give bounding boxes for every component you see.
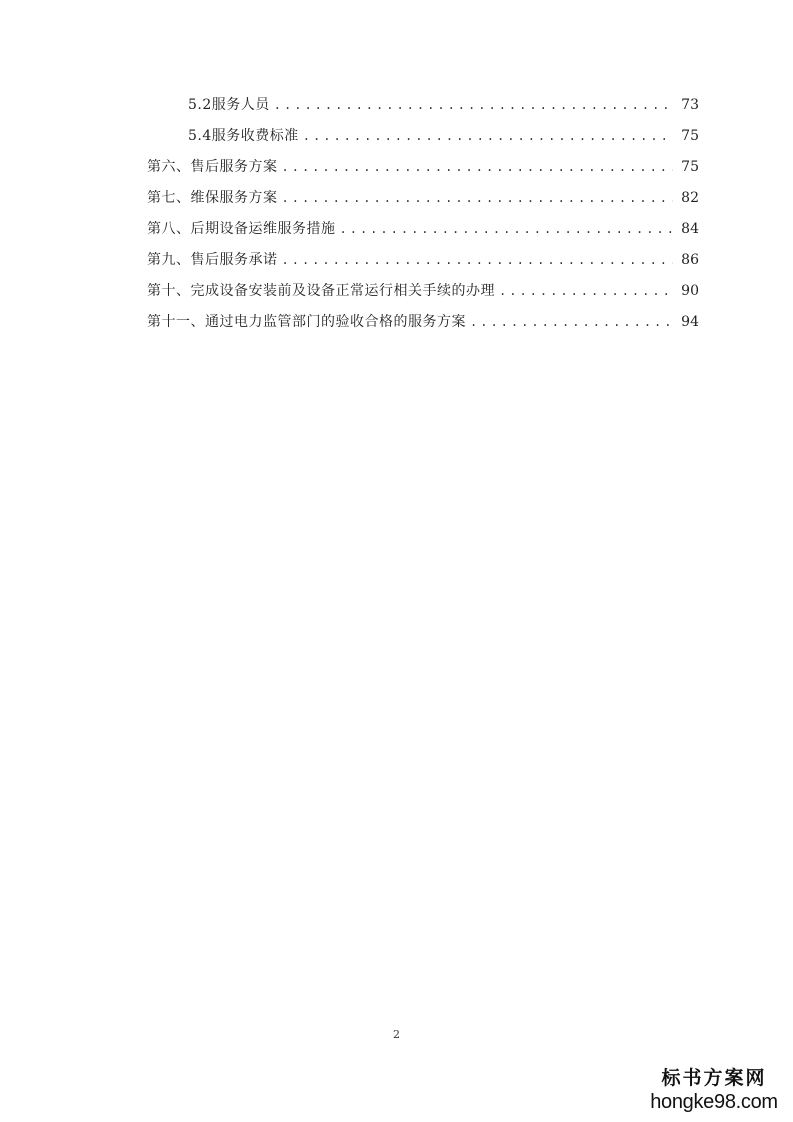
toc-entry-page: 82 [681, 190, 699, 206]
toc-entry[interactable] [147, 281, 699, 301]
toc-dot-leader [282, 188, 674, 208]
watermark-site-name: 标书方案网 [661, 1067, 767, 1089]
toc-entry-label: 第六、售后服务方案 [147, 159, 278, 175]
toc-entry-page: 73 [681, 97, 699, 113]
toc-entry-label: 第九、售后服务承诺 [147, 252, 278, 268]
toc-entry-label: 5.2服务人员 [188, 97, 270, 113]
toc-entry-page: 86 [681, 252, 699, 268]
toc-dot-leader [282, 157, 674, 177]
toc-entry-page: 75 [681, 128, 699, 144]
toc-entry-label: 5.4服务收费标准 [188, 128, 299, 144]
toc-entry-label: 第十一、通过电力监管部门的验收合格的服务方案 [147, 314, 466, 330]
toc-entry-page: 90 [681, 283, 699, 299]
toc-entry[interactable] [147, 312, 699, 332]
toc-dot-leader [274, 95, 673, 115]
site-watermark [649, 1066, 779, 1114]
toc-entry-label: 第七、维保服务方案 [147, 190, 278, 206]
toc-dot-leader [470, 312, 673, 332]
toc-entry-page: 75 [681, 159, 699, 175]
toc-entry-label: 第八、后期设备运维服务措施 [147, 221, 336, 237]
toc-dot-leader [499, 281, 673, 301]
toc-entry[interactable] [147, 157, 699, 177]
page-number: 2 [393, 1028, 400, 1041]
toc-dot-leader [303, 126, 673, 146]
toc-entry[interactable] [147, 188, 699, 208]
toc-dot-leader [282, 250, 674, 270]
toc-entry[interactable] [147, 250, 699, 270]
toc-entry-label: 第十、完成设备安装前及设备正常运行相关手续的办理 [147, 283, 495, 299]
toc-entry[interactable] [147, 219, 699, 239]
toc-entry-page: 84 [681, 221, 699, 237]
toc-entry-page: 94 [681, 314, 699, 330]
toc-entry[interactable] [188, 95, 699, 115]
watermark-url: hongke98.com [650, 1091, 778, 1113]
toc-dot-leader [340, 219, 674, 239]
toc-entry[interactable] [188, 126, 699, 146]
table-of-contents [0, 0, 793, 340]
